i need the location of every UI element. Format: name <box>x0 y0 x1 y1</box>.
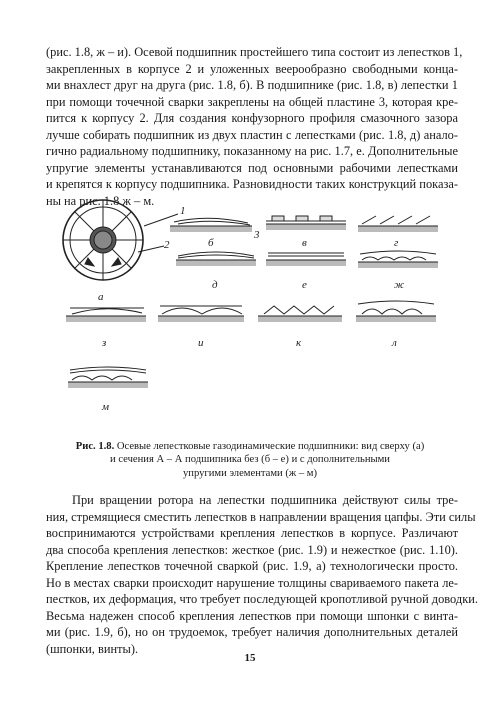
section-e <box>266 253 346 266</box>
text-line: При вращении ротора на лепестки подшипника действуют силы тре- <box>72 493 458 507</box>
text-line: при помощи точечной сварки закреплены на общей пластине 3, которая кре- <box>46 94 458 109</box>
label-d: д <box>212 279 218 291</box>
section-b <box>170 218 252 232</box>
section-g <box>358 216 438 232</box>
label-m: м <box>102 401 110 413</box>
paragraph-2 <box>46 492 478 657</box>
text-line: и крепятся к корпусу подшипника. Разновидности таких конструкций показа- <box>46 177 458 191</box>
text-line: (рис. 1.8, ж – и). Осевой подшипник простейшего типа состоит из лепестков 1, <box>46 45 463 59</box>
section-k <box>258 306 342 322</box>
label-b: б <box>208 237 214 249</box>
text-line: ми внахлест друг на друга (рис. 1.8, б). В подшипнике (рис. 1.8, в) лепестки 1 <box>46 78 458 92</box>
caption-line-1: Осевые лепестковые газодинамические подшипники: вид сверху (а) <box>114 441 425 452</box>
section-d <box>176 252 256 266</box>
label-k: к <box>296 337 302 349</box>
text-line: гично радиальному подшипнику, показанному на рис. 1.7, е. Дополнительные <box>46 144 458 158</box>
label-z: з <box>102 337 107 349</box>
text-line: закрепленных в корпусе 2 и уложенных веерообразно свободными конца- <box>46 61 458 76</box>
caption-line-3: упругими элементами (ж – м) <box>182 467 318 479</box>
section-i <box>158 306 244 322</box>
figure-caption <box>60 440 440 480</box>
page-number: 15 <box>244 652 256 664</box>
label-zh: ж <box>394 279 405 291</box>
label-3: 3 <box>254 229 260 241</box>
text-line: (шпонки, винты). <box>46 641 139 656</box>
label-l: л <box>392 337 397 349</box>
text-line: воспринимаются устройствами крепления лепестков в корпусе. Различают <box>46 526 458 540</box>
label-1: 1 <box>180 205 186 217</box>
label-i: и <box>198 337 204 349</box>
text-line: упругие элементы устанавливаются под основными рабочими лепестками <box>46 160 458 175</box>
caption-label: Рис. 1.8. <box>75 441 115 452</box>
section-l <box>356 301 436 322</box>
text-line: два способа крепления лепестков: жесткое (рис. 1.9) и нежесткое (рис. 1.10). <box>46 542 458 557</box>
bearing-top-view <box>63 200 178 280</box>
text-line: ми (рис. 1.9, б), но он трудоемок, требует наличия дополнительных деталей <box>46 625 458 639</box>
label-2: 2 <box>164 239 170 251</box>
label-v: в <box>302 237 307 249</box>
text-line: пестков, их деформация, что требует последующей кропотливой ручной доводки. <box>46 592 478 606</box>
section-z <box>66 308 146 322</box>
text-line: лучше собирать подшипник из двух пластин с лепестками (рис. 1.8, д) анало- <box>46 127 458 142</box>
figure-1-8 <box>58 196 442 434</box>
text-line: Но в местах сварки происходит нарушение толщины свариваемого пакета ле- <box>46 575 458 590</box>
section-m <box>68 367 148 388</box>
label-e: е <box>302 279 307 291</box>
section-zh <box>358 251 438 268</box>
text-line: ния, стремящиеся сместить лепестков в направлении вращения цапфы. Эти силы <box>46 509 476 524</box>
label-g: г <box>394 237 399 249</box>
label-a: а <box>98 291 104 303</box>
section-v <box>266 216 346 230</box>
text-line: Весьма надежен способ крепления лепестков при помощи шпонки с винта- <box>46 608 458 623</box>
text-line: пится к корпусу 2. Для создания конфузорного профиля смазочного зазора <box>46 111 458 125</box>
paragraph-1 <box>46 44 463 209</box>
text-line: ны на рис. 1.8 ж – м. <box>46 193 155 208</box>
text-line: Крепление лепестков точечной сваркой (рис. 1.9, а) технологически просто. <box>46 559 458 573</box>
caption-line-2: и сечения А – А подшипника без (б – е) и с дополнительными <box>110 454 390 466</box>
